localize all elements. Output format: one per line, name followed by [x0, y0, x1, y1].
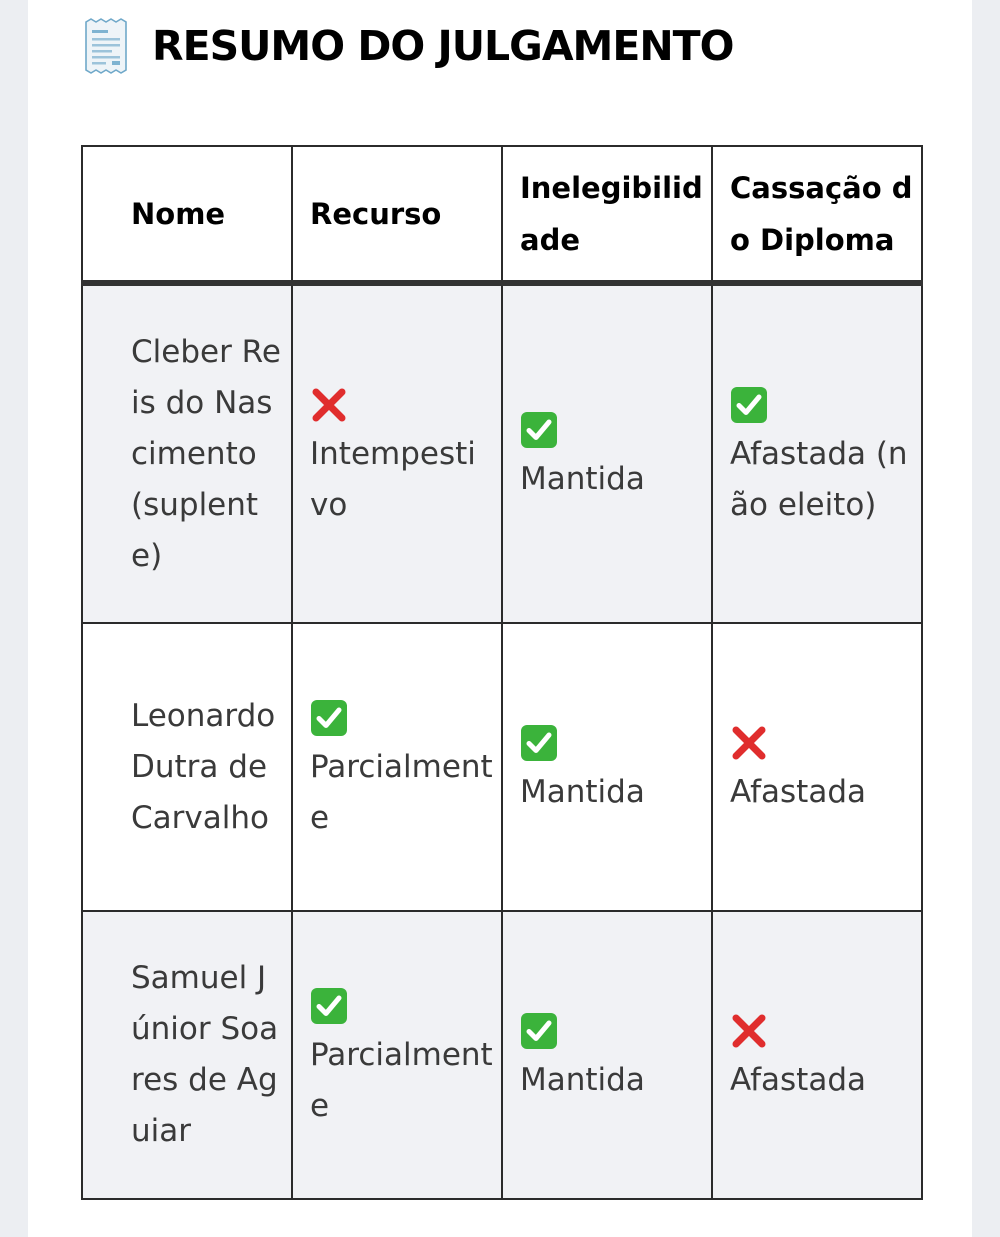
cell-cassacao-text: Afastada: [730, 1062, 866, 1098]
cell-cassacao: [712, 623, 922, 911]
cross-mark-icon: [730, 1012, 768, 1050]
header-inelegibilidade: Inelegibilidade: [502, 146, 712, 283]
cell-nome: Leonardo Dutra de Carvalho: [82, 623, 292, 911]
cell-nome: Cleber Reis do Nascimento (suplente): [82, 283, 292, 623]
header-row: [82, 146, 922, 283]
table-row: [82, 623, 922, 911]
cell-recurso: [292, 911, 502, 1199]
summary-table: [81, 145, 923, 1200]
header-cassacao: Cassação do Diploma: [712, 146, 922, 283]
cell-recurso-text: Parcialmente: [310, 1036, 493, 1124]
page-title: RESUMO DO JULGAMENTO: [152, 22, 734, 70]
check-mark-icon: [310, 699, 348, 737]
check-mark-icon: [730, 386, 768, 424]
cell-inelegibilidade: [502, 283, 712, 623]
cell-inelegibilidade-text: Mantida: [520, 774, 645, 810]
cell-recurso-text: Parcialmente: [310, 748, 493, 836]
header-nome: Nome: [82, 146, 292, 283]
title-row: [82, 14, 734, 78]
table-row: [82, 283, 922, 623]
cell-cassacao-text: Afastada (não eleito): [730, 435, 908, 523]
cell-inelegibilidade-text: Mantida: [520, 461, 645, 497]
receipt-icon: [82, 18, 130, 74]
check-mark-icon: [520, 724, 558, 762]
cell-nome: Samuel Júnior Soares de Aguiar: [82, 911, 292, 1199]
cell-inelegibilidade-text: Mantida: [520, 1062, 645, 1098]
cell-recurso-text: Intempestivo: [310, 435, 476, 523]
header-recurso: Recurso: [292, 146, 502, 283]
check-mark-icon: [310, 987, 348, 1025]
cell-inelegibilidade: [502, 911, 712, 1199]
cell-recurso: [292, 623, 502, 911]
table-row: [82, 911, 922, 1199]
cell-cassacao: [712, 911, 922, 1199]
check-mark-icon: [520, 411, 558, 449]
cell-cassacao: [712, 283, 922, 623]
cell-recurso: [292, 283, 502, 623]
cross-mark-icon: [730, 724, 768, 762]
cell-cassacao-text: Afastada: [730, 774, 866, 810]
cross-mark-icon: [310, 386, 348, 424]
check-mark-icon: [520, 1012, 558, 1050]
cell-inelegibilidade: [502, 623, 712, 911]
